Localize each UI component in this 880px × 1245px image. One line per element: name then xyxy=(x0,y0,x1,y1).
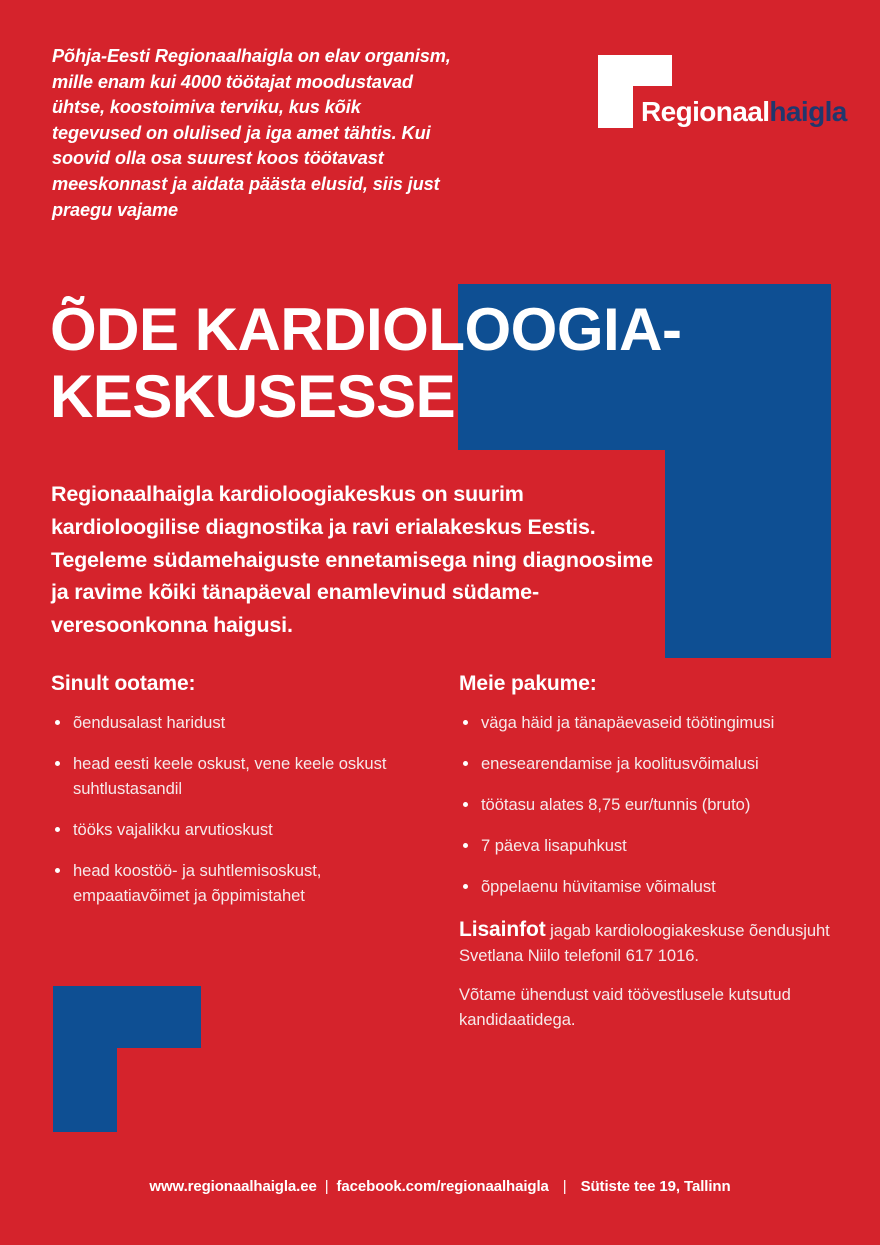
requirements-section xyxy=(51,672,433,924)
contact-lead-rest: jagab kardioloogiakeskuse õendusjuht Svetlana Niilo telefonil 617 1016. xyxy=(459,921,830,965)
footer-separator-1: | xyxy=(324,1178,329,1195)
logo-flag-icon-bar xyxy=(598,55,672,86)
list-item: õendusalast haridust xyxy=(51,710,433,735)
flag-shape-small-leg xyxy=(53,1048,117,1132)
requirements-list xyxy=(51,710,433,908)
footer-website[interactable]: www.regionaalhaigla.ee xyxy=(149,1178,317,1195)
logo-wordmark-part1: Regionaal xyxy=(641,96,770,127)
regionaalhaigla-logo xyxy=(596,52,847,134)
list-item: head eesti keele oskust, vene keele oskust suhtlustasandil xyxy=(51,751,433,801)
offers-heading: Meie pakume: xyxy=(459,672,597,695)
list-item: õppelaenu hüvitamise võimalust xyxy=(459,874,839,899)
offers-section xyxy=(459,672,839,915)
intro-paragraph: Põhja-Eesti Regionaalhaigla on elav organism, mille enam kui 4000 töötajat moodustavad ühtse, koostoimiva terviku, kus kõik tegevused on olulised ja iga amet tähtis. Kui soovid olla osa suurest koos töötavast meeskonnast ja aidata päästa elusid, siis just praegu vajame xyxy=(52,46,451,220)
logo-flag-icon-leg xyxy=(598,86,633,128)
requirements-heading: Sinult ootame: xyxy=(51,672,196,695)
subtitle-paragraph: Regionaalhaigla kardioloogiakeskus on suurim kardioloogilise diagnostika ja ravi erialakeskus Eestis. Tegeleme südamehaiguste ennetamisega ning diagnoosime ja ravime kõiki tänapäeval enamlevinud südame-veresoonkonna haigusi. xyxy=(51,482,653,638)
logo-wordmark xyxy=(641,96,847,128)
contact-section xyxy=(459,917,839,1046)
logo-wordmark-part2: haigla xyxy=(769,96,847,127)
page-title xyxy=(50,296,850,430)
page-title-line1: ÕDE KARDIOLOOGIA- xyxy=(50,296,682,363)
list-item: tööks vajalikku arvutioskust xyxy=(51,817,433,842)
footer xyxy=(0,1178,880,1195)
footer-address: Sütiste tee 19, Tallinn xyxy=(580,1178,731,1195)
page-title-line2: KESKUSESSE xyxy=(50,363,456,430)
contact-note: Võtame ühendust vaid töövestlusele kutsutud kandidaatidega. xyxy=(459,985,791,1029)
list-item: head koostöö- ja suhtlemisoskust, empaatiavõimet ja õppimistahet xyxy=(51,858,433,908)
footer-facebook[interactable]: facebook.com/regionaalhaigla xyxy=(336,1178,549,1195)
flag-shape-small-bar xyxy=(53,986,201,1048)
list-item: väga häid ja tänapäevaseid töötingimusi xyxy=(459,710,839,735)
offers-list xyxy=(459,710,839,899)
flag-shape-large-leg xyxy=(665,450,831,658)
contact-info xyxy=(459,917,839,968)
footer-separator-2: | xyxy=(562,1178,567,1195)
list-item: 7 päeva lisapuhkust xyxy=(459,833,839,858)
list-item: enesearendamise ja koolitusvõimalusi xyxy=(459,751,839,776)
contact-lead: Lisainfot xyxy=(459,918,546,941)
list-item: töötasu alates 8,75 eur/tunnis (bruto) xyxy=(459,792,839,817)
